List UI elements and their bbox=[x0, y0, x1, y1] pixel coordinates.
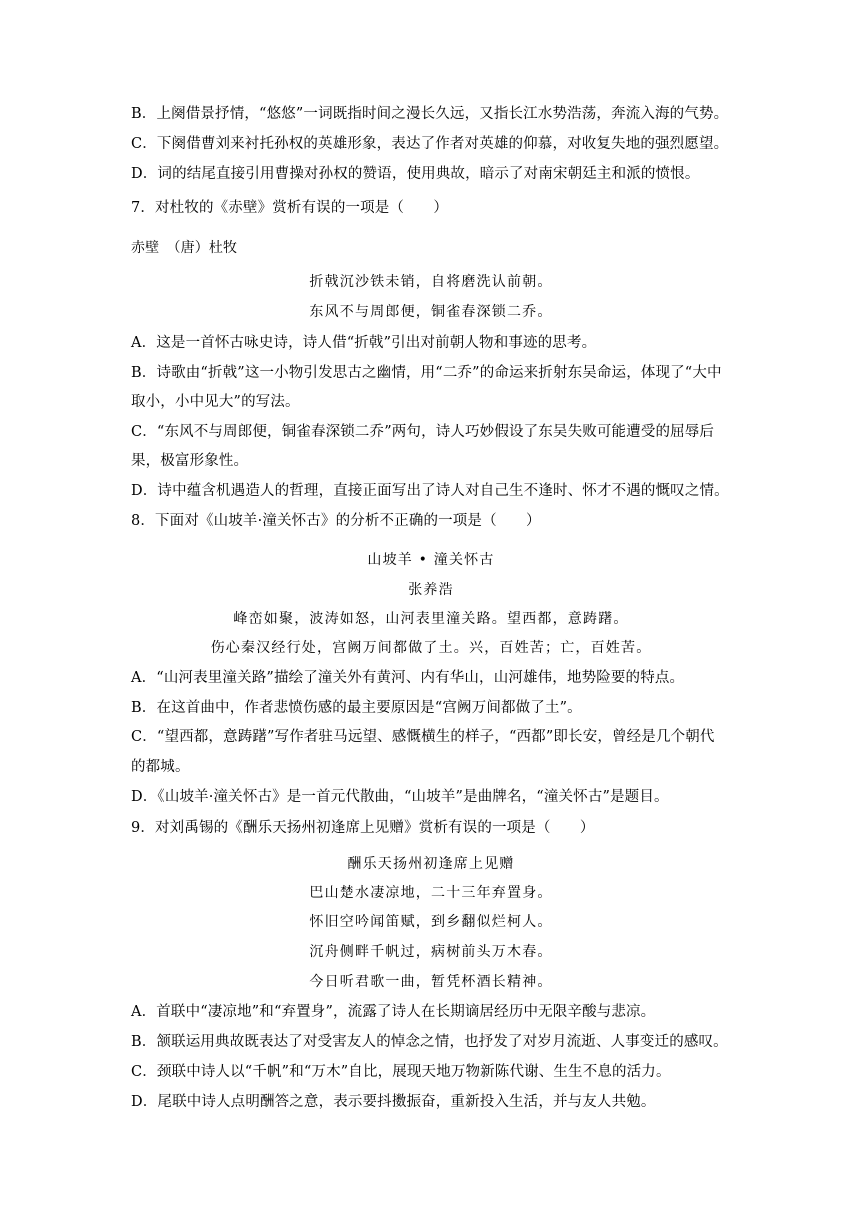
q7-option-b-line-1: B．诗歌由“折戟”这一小物引发思古之幽情，用“二乔”的命运来折射东吴命运，体现了“大中 bbox=[131, 365, 722, 381]
q8-option-d: D．《山坡羊·潼关怀古》是一首元代散曲，“山坡羊”是曲牌名，“潼关怀古”是题目。 bbox=[131, 789, 669, 805]
q6-option-d: D．词的结尾直接引用曹操对孙权的赞语，使用典故，暗示了对南宋朝廷主和派的愤恨。 bbox=[131, 166, 700, 182]
q9-poem-line-1: 巴山楚水凄凉地，二十三年弃置身。 bbox=[309, 885, 553, 901]
q9-option-a: A．首联中“凄凉地”和“弃置身”，流露了诗人在长期谪居经历中无限辛酸与悲凉。 bbox=[131, 1004, 656, 1020]
q7-poem-line-1: 折戟沉沙铁未销，自将磨洗认前朝。 bbox=[309, 274, 553, 290]
q8-option-c-line-1: C．“望西都，意踌躇”写作者驻马远望、感慨横生的样子，“西都”即长安，曾经是几个朝代 bbox=[131, 729, 715, 745]
q7-option-a: A．这是一首怀古咏史诗，诗人借“折戟”引出对前朝人物和事迹的思考。 bbox=[131, 335, 597, 351]
q8-option-a: A．“山河表里潼关路”描绘了潼关外有黄河、内有华山，山河雄伟，地势险要的特点。 bbox=[131, 670, 685, 686]
q9-poem-line-4: 今日听君歌一曲，暂凭杯酒长精神。 bbox=[309, 974, 553, 990]
q9-poem-line-3: 沉舟侧畔千帆过，病树前头万木春。 bbox=[309, 944, 553, 960]
q8-option-b: B．在这首曲中，作者悲愤伤感的最主要原因是“宫阙万间都做了土”。 bbox=[131, 700, 582, 716]
q8-poem-line-2: 伤心秦汉经行处，宫阙万间都做了土。兴，百姓苦；亡，百姓苦。 bbox=[210, 640, 652, 656]
q7-stem: 7．对杜牧的《赤壁》赏析有误的一项是（ ） bbox=[131, 200, 449, 216]
q7-option-b-line-2: 取小，小中见大”的写法。 bbox=[131, 394, 300, 410]
q8-poem-title: 山坡羊 • 潼关怀古 bbox=[367, 552, 495, 568]
q9-option-c: C．颈联中诗人以“千帆”和“万木”自比，展现天地万物新陈代谢、生生不息的活力。 bbox=[131, 1064, 671, 1080]
q8-option-c-line-2: 的都城。 bbox=[131, 759, 190, 775]
q7-option-c-line-1: C．“东风不与周郎便，铜雀春深锁二乔”两句，诗人巧妙假设了东吴失败可能遭受的屈辱后 bbox=[131, 424, 715, 440]
q6-option-c: C．下阕借曹刘来衬托孙权的英雄形象，表达了作者对英雄的仰慕，对收复失地的强烈愿望。 bbox=[131, 136, 729, 152]
q9-option-b: B．颔联运用典故既表达了对受害友人的悼念之情，也抒发了对岁月流逝、人事变迁的感叹。 bbox=[131, 1034, 728, 1050]
q7-poem-line-2: 东风不与周郎便，铜雀春深锁二乔。 bbox=[309, 304, 553, 320]
q7-option-d: D．诗中蕴含机遇造人的哲理，直接正面写出了诗人对自己生不逢时、怀才不遇的慨叹之情。 bbox=[131, 483, 729, 499]
q7-option-c-line-2: 果，极富形象性。 bbox=[131, 453, 249, 469]
q8-stem: 8．下面对《山坡羊·潼关怀古》的分析不正确的一项是（ ） bbox=[131, 513, 541, 529]
q9-poem-title: 酬乐天扬州初逢席上见赠 bbox=[347, 856, 515, 872]
q8-poem-line-1: 峰峦如聚，波涛如怒，山河表里潼关路。望西都，意踌躇。 bbox=[233, 611, 629, 627]
q8-poem-author: 张养浩 bbox=[408, 582, 454, 598]
q6-option-b: B．上阕借景抒情，“悠悠”一词既指时间之漫长久远，又指长江水势浩荡，奔流入海的气势。 bbox=[131, 106, 729, 122]
q9-poem-line-2: 怀旧空吟闻笛赋，到乡翻似烂柯人。 bbox=[309, 914, 553, 930]
q7-poem-title: 赤壁 （唐）杜牧 bbox=[131, 240, 238, 256]
q9-option-d: D．尾联中诗人点明酬答之意，表示要抖擞振奋，重新投入生活，并与友人共勉。 bbox=[131, 1094, 656, 1110]
q9-stem: 9．对刘禹锡的《酬乐天扬州初逢席上见赠》赏析有误的一项是（ ） bbox=[131, 820, 595, 836]
